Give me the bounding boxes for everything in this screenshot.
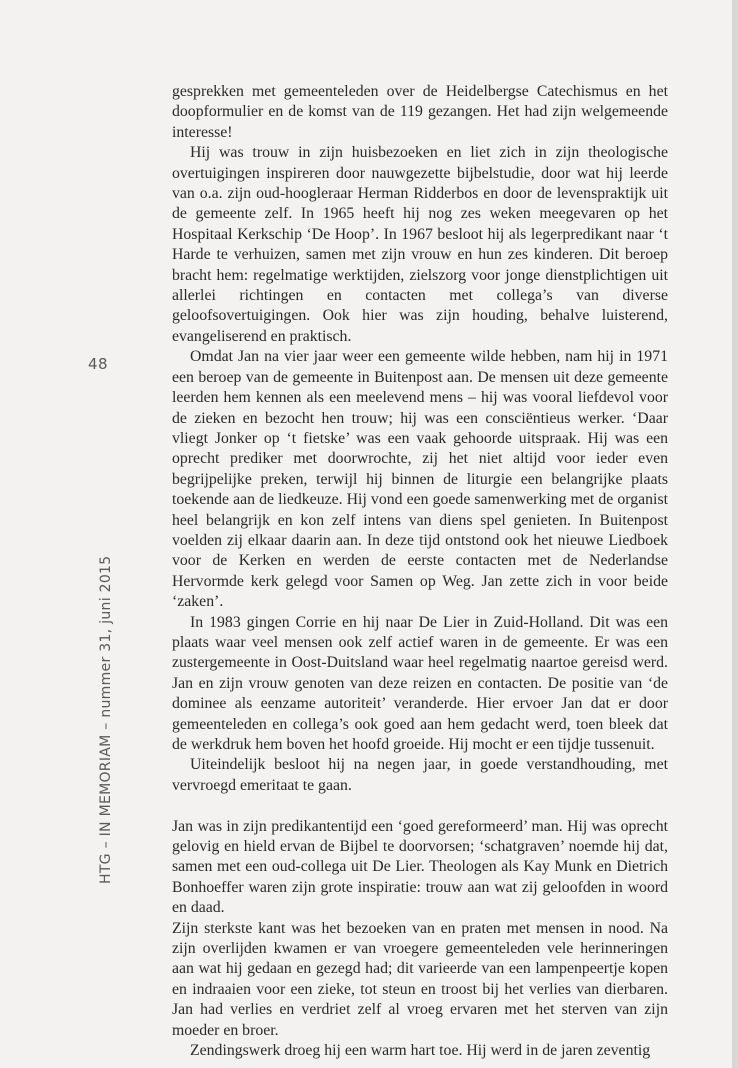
paragraph: Uiteindelijk besloot hij na negen jaar, in goede verstandhouding, met vervroegd emeritaat te gaan. <box>172 756 668 794</box>
paragraph: gesprekken met gemeenteleden over de Heidelbergse Catechismus en het doopformulier en de komst van de 119 gezangen. Het had zijn welgemeende interesse! <box>172 83 668 141</box>
paragraph: Omdat Jan na vier jaar weer een gemeente wilde hebben, nam hij in 1971 een beroep van de gemeente in Buitenpost aan. De mensen uit deze gemeente leerden hem kennen als een meelevend mens – hij was vooral liefdevol voor de zieken en bezocht hen trouw; hij was een consciëntieus werker. ‘Daar vliegt Jonker op ‘t fietske’ was een vaak gehoorde uitspraak. Hij was een oprecht prediker met doorwrochte, zij het niet altijd voor ieder even begrijpelijke preken, terwijl hij binnen de liturgie een belangrijke plaats toekende aan de liedkeuze. Hij vond een goede samenwerking met de organist heel belangrijk en kon zelf intens van diens spel genieten. In Buitenpost voelden zij elkaar daarin aan. In deze tijd ontstond ook het nieuwe Liedboek voor de Kerken en werden de eerste contacten met de Nederlandse Hervormde kerk gelegd voor Samen op Weg. Jan zette zich in voor beide ‘zaken’. <box>172 348 668 611</box>
page-number: 48 <box>88 355 109 373</box>
paragraph: Jan was in zijn predikantentijd een ‘goed gereformeerd’ man. Hij was oprecht gelovig en hield ervan de Bijbel te doorvorsen; ‘schatgraven’ noemde hij dat, samen met een oud-collega uit De Lier. Theologen als Kay Munk en Dietrich Bonhoeffer waren zijn grote inspiratie: trouw aan wat zij geloofden in woord en daad. <box>172 817 668 917</box>
paragraph: Hij was trouw in zijn huisbezoeken en liet zich in zijn theologische overtuigingen inspireren door nauwgezette bijbelstudie, door wat hij leerde van o.a. zijn oud-hoogleraar Herman Ridderbos en door de levenspraktijk uit de gemeente zelf. In 1965 heeft hij nog zes weken meegevaren op het Hospitaal Kerkschip ‘De Hoop’. In 1967 besloot hij als legerpredikant naar ‘t Harde te verhuizen, samen met zijn vrouw en hun zes kinderen. Dit beroep bracht hem: regelmatige werktijden, zielszorg voor jonge dienstplichtigen uit allerlei richtingen en contacten met collega’s van diverse geloofsovertuigingen. Ook hier was zijn houding, behalve luisterend, evangeliserend en praktisch. <box>172 144 668 345</box>
paragraph: Zendingswerk droeg hij een warm hart toe. Hij werd in de jaren zeventig <box>190 1042 651 1060</box>
paragraph: In 1983 gingen Corrie en hij naar De Lier in Zuid-Holland. Dit was een plaats waar veel mensen ook zelf actief waren in de gemeente. Er was een zustergemeente in Oost-Duitsland waar heel regelmatig naartoe gereisd werd. Jan en zijn vrouw genoten van deze reizen en contacten. De positie van ‘de dominee als eenzame autoriteit’ veranderde. Hier ervoer Jan dat er door gemeenteleden en collega’s ook goed aan hem gedacht werd, toen bleek dat de werkdruk hem boven het hoofd groeide. Hij mocht er een tijdje tussenuit. <box>172 613 668 753</box>
running-head: HTG – IN MEMORIAM – nummer 31, juni 2015 <box>98 555 114 884</box>
paragraph: Zijn sterkste kant was het bezoeken van en praten met mensen in nood. Na zijn overlijden kwamen er van vroegere gemeenteleden vele herinneringen aan wat hij gedaan en gezegd had; dit varieerde van een lampenpeertje kopen en indraaien voor een zieke, tot steun en troost bij het verlies van dierbaren. Jan had verlies en verdriet zelf al vroeg ervaren met het sterven van zijn moeder en broer. <box>172 919 668 1039</box>
article-body <box>172 82 668 1061</box>
page-edge-strip <box>732 0 738 1068</box>
